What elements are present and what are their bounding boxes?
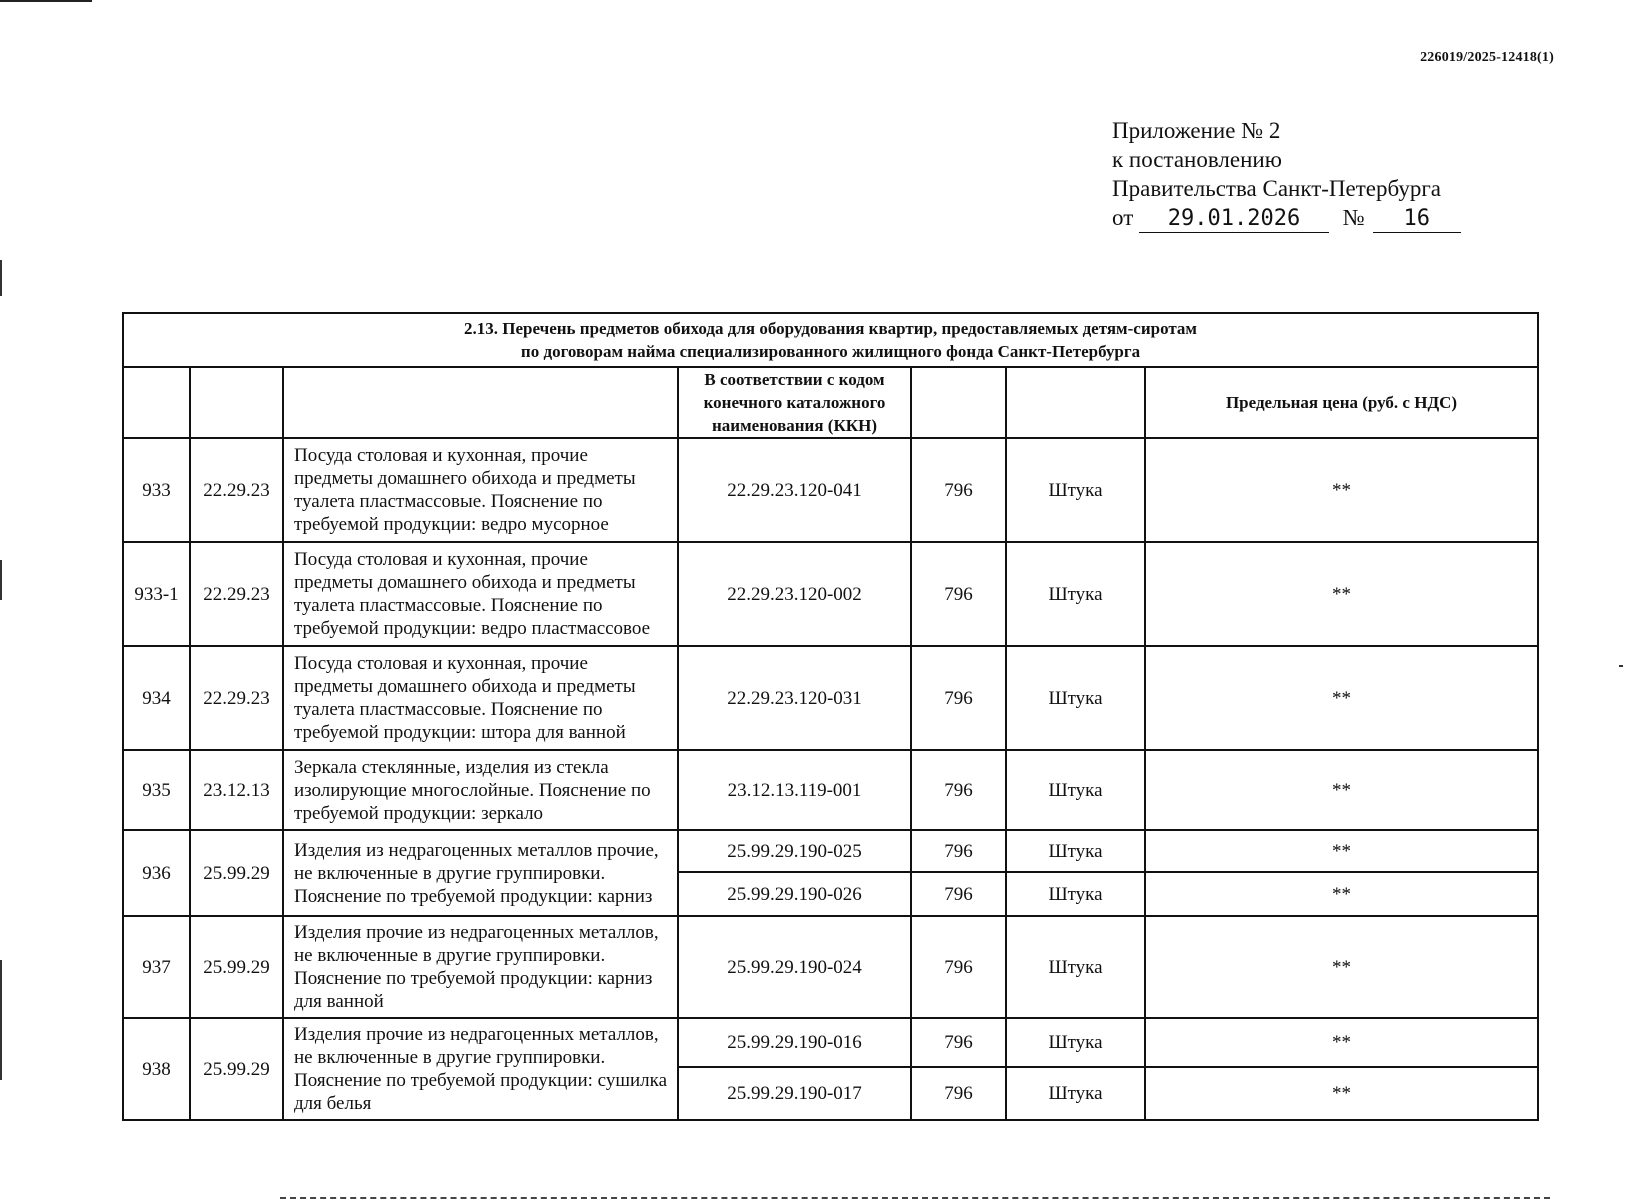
okpd-code: 23.12.13 [190,750,283,830]
max-price: ** [1145,872,1538,916]
max-price: ** [1145,438,1538,542]
date-value: 29.01.2026 [1139,206,1329,233]
unit-name: Штука [1006,872,1145,916]
header-price: Предельная цена (руб. с НДС) [1145,367,1538,438]
max-price: ** [1145,830,1538,872]
row-number: 933-1 [123,542,190,646]
unit-code: 796 [911,872,1006,916]
table-title [123,313,1538,367]
header-cell [911,367,1006,438]
scan-edge-mark [0,0,92,2]
max-price: ** [1145,542,1538,646]
kkn-code: 22.29.23.120-031 [678,646,911,750]
max-price: ** [1145,916,1538,1018]
item-description: Посуда столовая и кухонная, прочие предметы домашнего обихода и предметы туалета пластмассовые. Пояснение по требуемой продукции: ведро мусорное [283,438,678,542]
row-number: 937 [123,916,190,1018]
scan-edge-mark [0,960,2,1080]
okpd-code: 25.99.29 [190,830,283,916]
unit-name: Штука [1006,916,1145,1018]
max-price: ** [1145,750,1538,830]
table-row [123,750,1538,830]
appendix-header [1112,116,1472,233]
table-title-line: 2.13. Перечень предметов обихода для оборудования квартир, предоставляемых детям-сиротам [464,319,1197,338]
scan-edge-mark [0,260,2,296]
kkn-code: 23.12.13.119-001 [678,750,911,830]
unit-code: 796 [911,750,1006,830]
kkn-code: 22.29.23.120-041 [678,438,911,542]
kkn-code: 25.99.29.190-017 [678,1067,911,1120]
scan-speck [1619,665,1623,667]
scan-edge-mark [0,560,2,600]
okpd-code: 25.99.29 [190,1018,283,1120]
item-description: Зеркала стеклянные, изделия из стекла изолирующие многослойные. Пояснение по требуемой продукции: зеркало [283,750,678,830]
item-description: Изделия из недрагоценных металлов прочие, не включенные в другие группировки. Пояснение по требуемой продукции: карниз [283,830,678,916]
okpd-code: 25.99.29 [190,916,283,1018]
unit-name: Штука [1006,750,1145,830]
table-row [123,916,1538,1018]
kkn-code: 25.99.29.190-025 [678,830,911,872]
item-description: Изделия прочие из недрагоценных металлов, не включенные в другие группировки. Пояснение по требуемой продукции: сушилка для белья [283,1018,678,1120]
max-price: ** [1145,646,1538,750]
table-row [123,830,1538,872]
header-cell [1006,367,1145,438]
appendix-government: Правительства Санкт-Петербурга [1112,176,1441,201]
okpd-code: 22.29.23 [190,542,283,646]
items-table [122,312,1539,1121]
okpd-code: 22.29.23 [190,438,283,542]
kkn-code: 25.99.29.190-026 [678,872,911,916]
item-description: Посуда столовая и кухонная, прочие предметы домашнего обихода и предметы туалета пластмассовые. Пояснение по требуемой продукции: ведро пластмассовое [283,542,678,646]
okpd-code: 22.29.23 [190,646,283,750]
row-number: 936 [123,830,190,916]
unit-name: Штука [1006,1018,1145,1067]
header-cell [123,367,190,438]
kkn-code: 22.29.23.120-002 [678,542,911,646]
kkn-code: 25.99.29.190-016 [678,1018,911,1067]
row-number: 934 [123,646,190,750]
unit-code: 796 [911,830,1006,872]
number-sign: № [1342,205,1365,230]
appendix-date-line [1112,203,1472,233]
row-number: 933 [123,438,190,542]
unit-code: 796 [911,1067,1006,1120]
unit-code: 796 [911,438,1006,542]
number-value: 16 [1373,206,1461,233]
unit-code: 796 [911,646,1006,750]
kkn-code: 25.99.29.190-024 [678,916,911,1018]
unit-name: Штука [1006,438,1145,542]
unit-code: 796 [911,916,1006,1018]
header-kkn: В соответствии с кодом конечного каталожного наименования (ККН) [678,367,911,438]
bottom-edge-rule [280,1197,1550,1199]
date-prefix: от [1112,205,1134,230]
table-title-line: по договорам найма специализированного жилищного фонда Санкт-Петербурга [520,342,1141,361]
unit-name: Штука [1006,542,1145,646]
table-row [123,1018,1538,1067]
max-price: ** [1145,1018,1538,1067]
row-number: 938 [123,1018,190,1120]
appendix-resolution: к постановлению [1112,147,1282,172]
item-description: Посуда столовая и кухонная, прочие предметы домашнего обихода и предметы туалета пластмассовые. Пояснение по требуемой продукции: штора для ванной [283,646,678,750]
unit-code: 796 [911,542,1006,646]
appendix-title: Приложение № 2 [1112,118,1281,143]
header-cell [283,367,678,438]
header-cell [190,367,283,438]
max-price: ** [1145,1067,1538,1120]
document-id: 226019/2025-12418(1) [1420,50,1554,65]
unit-name: Штука [1006,1067,1145,1120]
unit-code: 796 [911,1018,1006,1067]
table-row [123,646,1538,750]
unit-name: Штука [1006,646,1145,750]
item-description: Изделия прочие из недрагоценных металлов, не включенные в другие группировки. Пояснение по требуемой продукции: карниз для ванной [283,916,678,1018]
row-number: 935 [123,750,190,830]
unit-name: Штука [1006,830,1145,872]
table-row [123,542,1538,646]
table-row [123,438,1538,542]
